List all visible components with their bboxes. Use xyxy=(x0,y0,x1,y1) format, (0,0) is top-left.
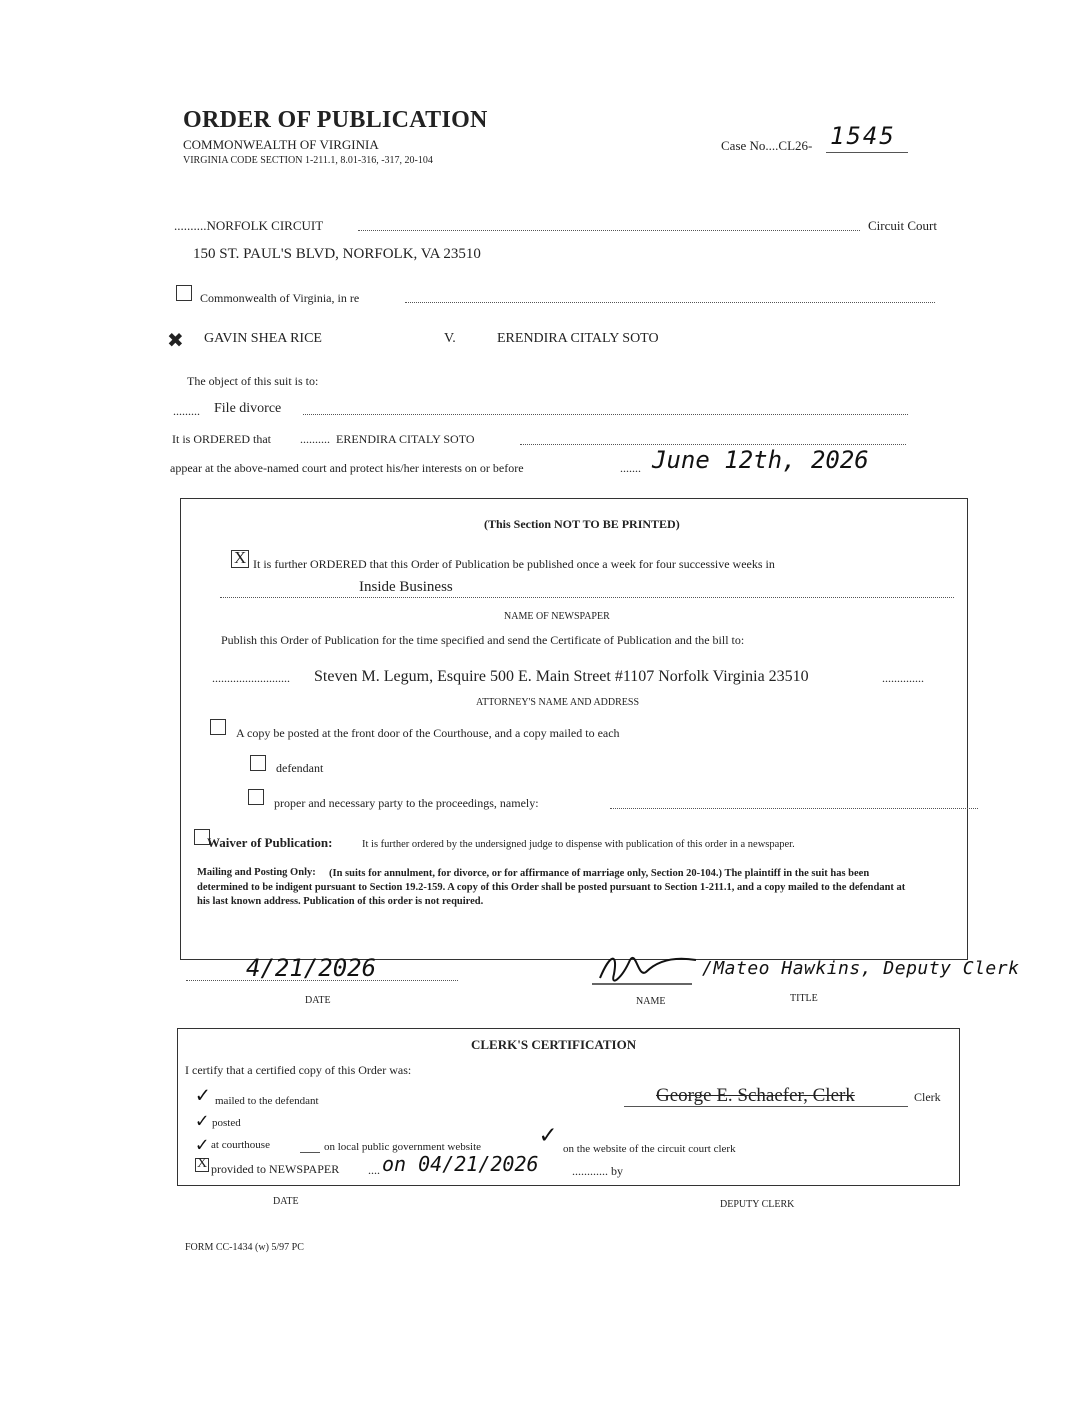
ordered-dots xyxy=(520,444,906,445)
parties-selected-mark: ✖ xyxy=(167,328,184,352)
case-number-label: Case No....CL26- xyxy=(721,138,813,153)
clerk-cert-heading: CLERK'S CERTIFICATION xyxy=(471,1037,637,1052)
appear-text: appear at the above-named court and protect his/her interests on or before xyxy=(170,461,524,475)
case-number-value: 1545 xyxy=(830,122,896,150)
commonwealth-checkbox[interactable] xyxy=(176,285,192,301)
newspaper-name: Inside Business xyxy=(359,579,453,595)
object-prefix: ......... xyxy=(173,404,200,418)
not-printed-heading: (This Section NOT TO BE PRINTED) xyxy=(484,517,680,531)
checkbox-x-mark: X xyxy=(234,548,247,567)
post-copy-checkbox[interactable] xyxy=(210,719,226,735)
proper-party-dots xyxy=(610,808,978,809)
ordered-party: ERENDIRA CITALY SOTO xyxy=(336,432,475,446)
ordered-label: It is ORDERED that xyxy=(172,432,271,446)
provided-date: on 04/21/2026 xyxy=(382,1152,539,1176)
signer-name-title: /Mateo Hawkins, Deputy Clerk xyxy=(702,958,1020,979)
name-caption: NAME xyxy=(636,996,666,1007)
versus-label: V. xyxy=(444,331,456,346)
local-website-blank xyxy=(300,1152,320,1153)
cert-date-caption: DATE xyxy=(273,1196,299,1207)
appear-date-dots: ....... xyxy=(620,461,641,475)
form-number: FORM CC-1434 (w) 5/97 PC xyxy=(185,1242,304,1253)
clerk-name: George E. Schaefer, Clerk xyxy=(656,1085,855,1106)
attorney-name-address: Steven M. Legum, Esquire 500 E. Main Street #1107 Norfolk Virginia 23510 xyxy=(314,668,809,685)
page-title: ORDER OF PUBLICATION xyxy=(183,107,488,133)
proper-party-checkbox[interactable] xyxy=(248,789,264,805)
local-website-option: on local public government website xyxy=(324,1141,482,1153)
provided-option: provided to NEWSPAPER xyxy=(211,1162,340,1176)
ordered-prefix: .......... xyxy=(300,432,330,446)
posted-option: posted xyxy=(212,1117,241,1129)
post-copy-text: A copy be posted at the front door of the Courthouse, and a copy mailed to each xyxy=(236,726,620,740)
court-name-dots xyxy=(358,230,860,231)
defendant-name: ERENDIRA CITALY SOTO xyxy=(497,331,659,346)
clerk-name-line xyxy=(624,1106,908,1107)
mailing-posting-label: Mailing and Posting Only: xyxy=(197,867,316,878)
proper-party-option: proper and necessary party to the proceedings, namely: xyxy=(274,796,539,810)
appear-date: June 12th, 2026 xyxy=(652,446,869,474)
court-suffix: Circuit Court xyxy=(868,218,937,233)
code-section-line: VIRGINIA CODE SECTION 1-211.1, 8.01-316, -317, 20-104 xyxy=(183,155,433,166)
attorney-suffix: .............. xyxy=(882,671,924,685)
publish-text: Publish this Order of Publication for the time specified and send the Certificate of Publication and the bill to: xyxy=(221,633,745,647)
date-caption: DATE xyxy=(305,995,331,1006)
mailing-posting-text: (In suits for annulment, for divorce, or for affirmance of marriage only, Section 20-104.) The plaintiff in the suit has been determined to be indigent pursuant to Section 19.2-159. A copy of this Order shall be posted pursuant to Section 1-211.1, and a copy mailed to the defendant at his last known address. Publication of this order is not required. xyxy=(197,868,906,907)
object-value: File divorce xyxy=(214,401,282,416)
posted-check: ✓ xyxy=(196,1108,209,1132)
title-caption: TITLE xyxy=(790,993,818,1004)
signature-scribble xyxy=(592,948,702,994)
defendant-checkbox[interactable] xyxy=(250,755,266,771)
waiver-text: It is further ordered by the undersigned judge to dispense with publication of this order in a newspaper. xyxy=(362,839,795,850)
plaintiff-name: GAVIN SHEA RICE xyxy=(204,331,322,346)
court-address: 150 ST. PAUL'S BLVD, NORFOLK, VA 23510 xyxy=(193,246,481,262)
waiver-label: Waiver of Publication: xyxy=(207,835,333,850)
signature-date: 4/21/2026 xyxy=(246,954,377,982)
clerk-website-check: ✓ xyxy=(540,1120,556,1150)
further-ordered-text: It is further ORDERED that this Order of Publication be published once a week for four successive weeks in xyxy=(253,557,775,571)
attorney-prefix: .......................... xyxy=(212,671,290,685)
mailed-option: mailed to the defendant xyxy=(215,1095,319,1107)
courthouse-check: ✓ xyxy=(196,1132,209,1156)
commonwealth-subtitle: COMMONWEALTH OF VIRGINIA xyxy=(183,137,379,152)
defendant-option: defendant xyxy=(276,761,324,775)
commonwealth-dots xyxy=(405,302,935,303)
newspaper-caption: NAME OF NEWSPAPER xyxy=(504,611,610,622)
court-name: ..........NORFOLK CIRCUIT xyxy=(174,218,324,233)
at-courthouse-option: at courthouse xyxy=(211,1139,270,1151)
further-ordered-checkbox[interactable] xyxy=(231,550,249,568)
deputy-clerk-caption: DEPUTY CLERK xyxy=(720,1199,795,1210)
mailed-check: ✓ xyxy=(196,1083,210,1108)
clerk-label: Clerk xyxy=(914,1090,941,1104)
object-dots xyxy=(303,414,908,415)
newspaper-dots xyxy=(220,597,954,598)
provided-trail: ............ by xyxy=(572,1164,623,1178)
provided-x-mark: X xyxy=(197,1156,208,1171)
object-label: The object of this suit is to: xyxy=(187,374,319,388)
clerk-website-option: on the website of the circuit court clerk xyxy=(563,1143,736,1155)
commonwealth-label: Commonwealth of Virginia, in re xyxy=(200,291,360,305)
provided-dots: .... xyxy=(368,1163,380,1177)
clerk-cert-intro: I certify that a certified copy of this Order was: xyxy=(185,1063,412,1077)
case-number-line xyxy=(826,152,908,153)
provided-newspaper-checkbox[interactable] xyxy=(195,1158,209,1172)
attorney-caption: ATTORNEY'S NAME AND ADDRESS xyxy=(476,697,640,708)
